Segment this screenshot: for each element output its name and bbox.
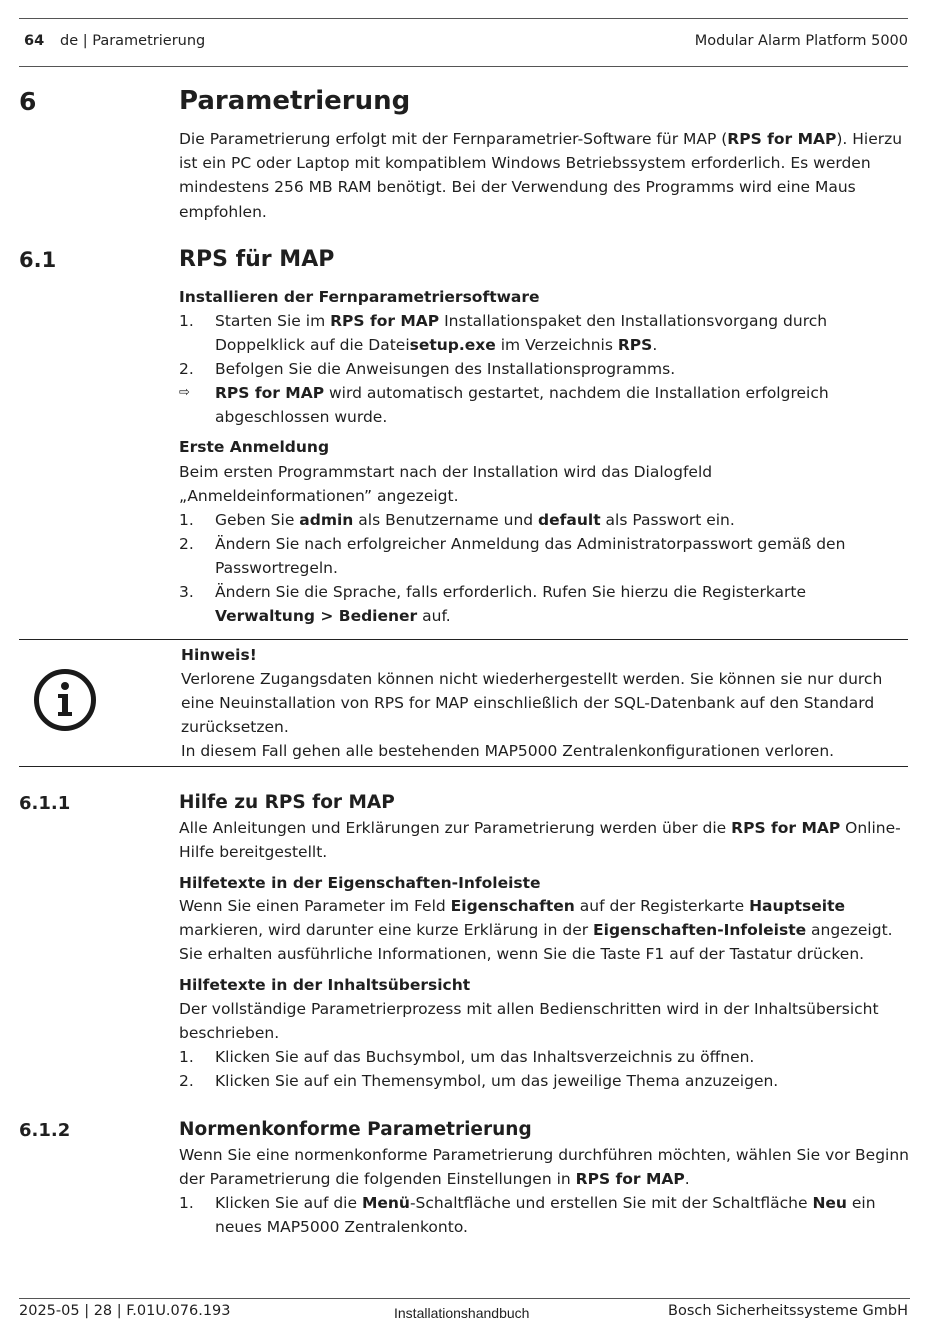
header-bottom-rule <box>19 66 908 67</box>
notice-bottom-rule <box>19 766 908 767</box>
list-item: 1. Starten Sie im RPS for MAP Installationspaket den Installationsvorgang durch Doppelklick auf die Dateisetup.exe im Verzeichnis RPS. <box>179 312 828 355</box>
list-item: 2. Klicken Sie auf ein Themensymbol, um das jeweilige Thema anzuzeigen. <box>179 1072 779 1090</box>
footer-left: 2025-05 | 28 | F.01U.076.193 <box>19 1303 231 1319</box>
header-product: Modular Alarm Platform 5000 <box>694 33 908 49</box>
subheading: Hilfetexte in der Eigenschaften-Infoleiste <box>179 874 541 892</box>
section-title: Normenkonforme Parametrierung <box>179 1119 532 1140</box>
list-item: 1. Klicken Sie auf die Menü-Schaltfläche und erstellen Sie mit der Schaltfläche Neu ein neues MAP5000 Zentralenkonto. <box>179 1194 876 1237</box>
header-top-rule <box>19 18 908 19</box>
paragraph: Wenn Sie eine normenkonforme Parametrierung durchführen möchten, wählen Sie vor Beginn der Parametrierung die folgenden Einstellungen in RPS for MAP. <box>179 1146 909 1189</box>
footer-rule <box>19 1298 910 1299</box>
paragraph: Der vollständige Parametrierprozess mit allen Bedienschritten wird in der Inhaltsübersicht beschrieben. <box>179 1000 879 1043</box>
section-number: 6.1.1 <box>19 793 71 814</box>
section-title: Hilfe zu RPS for MAP <box>179 792 395 813</box>
page-number: 64 <box>24 33 45 49</box>
list-item: 2. Ändern Sie nach erfolgreicher Anmeldung das Administratorpasswort gemäß den Passwortregeln. <box>179 535 846 578</box>
subheading: Erste Anmeldung <box>179 438 330 456</box>
paragraph: Wenn Sie einen Parameter im Feld Eigenschaften auf der Registerkarte Hauptseite markieren, wird darunter eine kurze Erklärung in der Eigenschaften-Infoleiste angezeigt. Sie erhalten ausführliche Informationen, wenn Sie die Taste F1 auf der Tastatur drücken. <box>179 897 893 964</box>
footer-right: Bosch Sicherheitssysteme GmbH <box>668 1303 908 1319</box>
notice-top-rule <box>19 639 908 640</box>
list-item: 3. Ändern Sie die Sprache, falls erforderlich. Rufen Sie hierzu die Registerkarte Verwaltung > Bediener auf. <box>179 583 807 626</box>
section-intro: Die Parametrierung erfolgt mit der Fernparametrier-Software für MAP (RPS for MAP). Hierzu ist ein PC oder Laptop mit kompatiblem Windows Betriebssystem erforderlich. Es werden mindestens 256 MB RAM benötigt. Bei der Verwendung des Programms wird eine Maus empfohlen. <box>179 130 903 221</box>
list-item: 1. Geben Sie admin als Benutzername und default als Passwort ein. <box>179 511 735 529</box>
info-icon <box>33 668 97 732</box>
arrow-right-icon: ⇨ <box>179 385 190 400</box>
notice-text: Verlorene Zugangsdaten können nicht wiederhergestellt werden. Sie können sie nur durch eine Neuinstallation von RPS for MAP einschließlich der SQL-Datenbank auf den Standard zurücksetzen. <box>181 670 883 737</box>
subheading: Installieren der Fernparametriersoftware <box>179 288 540 306</box>
list-item: 2. Befolgen Sie die Anweisungen des Installationsprogramms. <box>179 360 676 378</box>
section-number: 6.1 <box>19 248 57 272</box>
notice-text: In diesem Fall gehen alle bestehenden MAP5000 Zentralenkonfigurationen verloren. <box>181 742 835 760</box>
header-section: de | Parametrierung <box>60 33 206 49</box>
section-number: 6 <box>19 87 37 116</box>
footer-center: Installationshandbuch <box>394 1305 530 1321</box>
section-title: RPS für MAP <box>179 247 335 272</box>
section-number: 6.1.2 <box>19 1120 71 1141</box>
notice-title: Hinweis! <box>181 646 257 664</box>
list-item: 1. Klicken Sie auf das Buchsymbol, um das Inhaltsverzeichnis zu öffnen. <box>179 1048 755 1066</box>
paragraph: Alle Anleitungen und Erklärungen zur Parametrierung werden über die RPS for MAP Online-Hilfe bereitgestellt. <box>179 819 901 862</box>
paragraph: Beim ersten Programmstart nach der Installation wird das Dialogfeld „Anmeldeinformationen” angezeigt. <box>179 463 713 506</box>
subheading: Hilfetexte in der Inhaltsübersicht <box>179 976 471 994</box>
result-item: ⇨ RPS for MAP wird automatisch gestartet, nachdem die Installation erfolgreich abgeschlossen wurde. <box>179 381 909 431</box>
section-title: Parametrierung <box>179 86 411 116</box>
